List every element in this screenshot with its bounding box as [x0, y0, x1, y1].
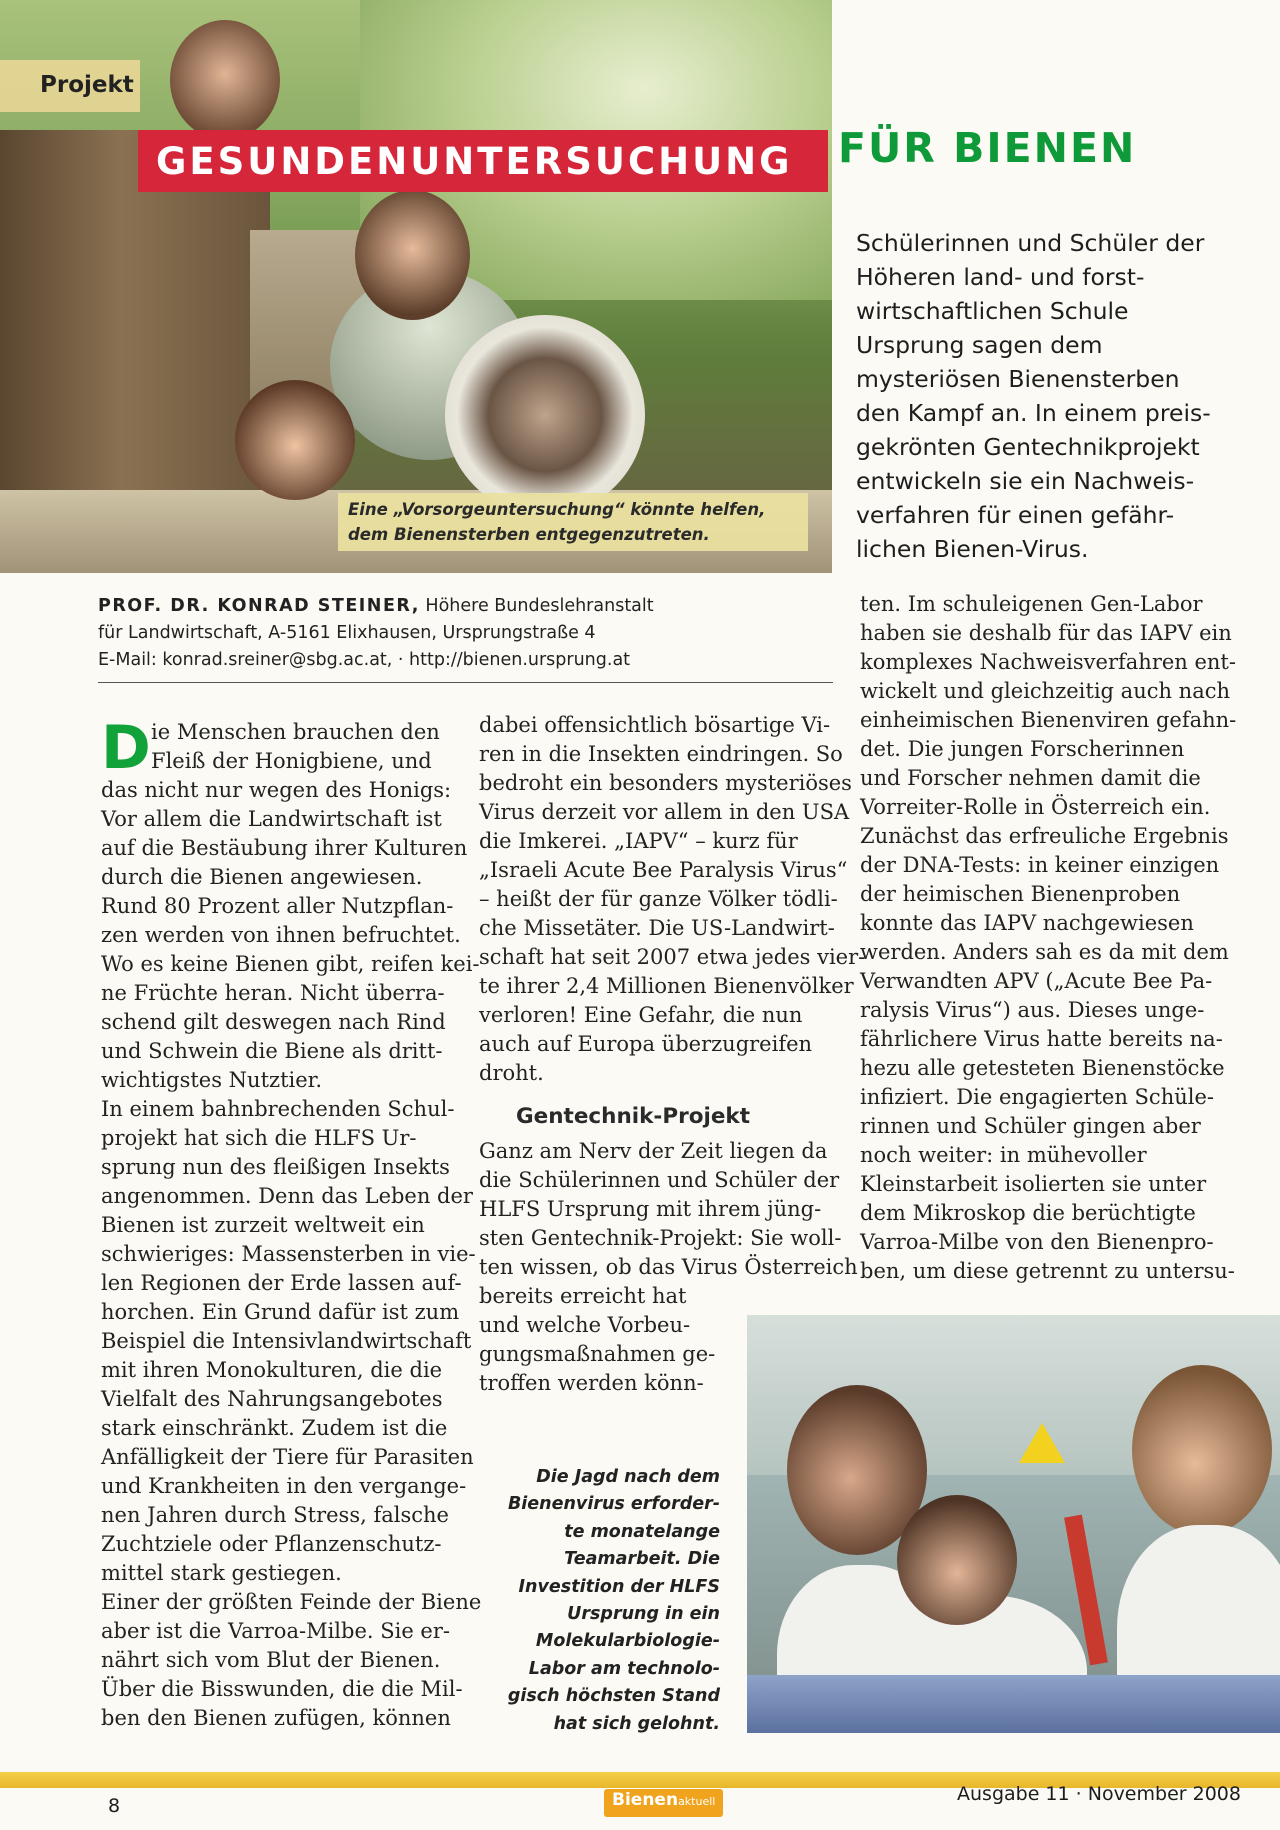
text-line: rinnen und Schüler gingen aber: [860, 1114, 1201, 1138]
text-line: die Imkerei. „IAPV“ – kurz für: [479, 829, 798, 853]
text-line: sten Gentechnik-Projekt: Sie woll-: [479, 1226, 842, 1250]
text-line: Vielfalt des Nahrungsangebotes: [101, 1387, 443, 1411]
hero-photo-beekeeper: [445, 315, 645, 515]
text-line: ben, um diese getrennt zu untersu-: [860, 1259, 1235, 1283]
text-line: infiziert. Die engagierten Schüle-: [860, 1085, 1214, 1109]
text-line: verloren! Eine Gefahr, die nun: [479, 1003, 803, 1027]
text-line: noch weiter: in mühevoller: [860, 1143, 1147, 1167]
author-block: [98, 593, 838, 674]
text-line: sprung nun des fleißigen Insekts: [101, 1155, 450, 1179]
text-line: Zunächst das erfreuliche Ergebnis: [860, 824, 1229, 848]
text-line: nen Jahren durch Stress, falsche: [101, 1503, 449, 1527]
lab-caption-line: hat sich gelohnt.: [553, 1713, 720, 1734]
lead-line: wirtschaftlichen Schule: [856, 297, 1129, 325]
text-line: In einem bahnbrechenden Schul-: [101, 1097, 455, 1121]
text-line: Über die Bisswunden, die die Mil-: [101, 1677, 463, 1701]
text-line: Vorreiter-Rolle in Österreich ein.: [860, 795, 1211, 819]
text-line: hezu alle getesteten Bienenstöcke: [860, 1056, 1225, 1080]
text-line: Zuchtziele oder Pflanzenschutz-: [101, 1532, 442, 1556]
text-line: Varroa-Milbe von den Bienenpro-: [860, 1230, 1214, 1254]
subheading: Gentechnik-Projekt: [516, 1104, 751, 1129]
article-column-2: [479, 711, 866, 1398]
lab-caption-line: Die Jagd nach dem: [536, 1467, 720, 1487]
text-line: – heißt der für ganze Völker tödli-: [479, 887, 838, 911]
text-line: auf die Bestäubung ihrer Kulturen: [101, 836, 468, 860]
text-line: konnte das IAPV nachgewiesen: [860, 911, 1194, 935]
text-line: Beispiel die Intensivlandwirtschaft: [101, 1329, 472, 1353]
logo-main-text: Bienen: [612, 1790, 679, 1810]
text-line: wickelt und gleichzeitig auch nach: [860, 679, 1231, 703]
text-line: ralysis Virus“) aus. Dieses unge-: [860, 998, 1205, 1022]
text-line: Rund 80 Prozent aller Nutzpflan-: [101, 894, 454, 918]
text-line: schwieriges: Massensterben in vie-: [101, 1242, 476, 1266]
hero-photo-student: [355, 190, 470, 320]
lead-line: gekrönten Gentechnikprojekt: [856, 433, 1200, 461]
lab-photo-bench: [747, 1675, 1280, 1733]
text-line: komplexes Nachweisverfahren ent-: [860, 650, 1236, 674]
text-line: bereits erreicht hat: [479, 1284, 687, 1308]
text-line: Virus derzeit vor allem in den USA: [479, 800, 850, 824]
author-affiliation: Höhere Bundeslehranstalt: [419, 596, 654, 616]
text-line: droht.: [479, 1061, 544, 1085]
text-line: ne Früchte heran. Nicht überra-: [101, 981, 445, 1005]
text-line: wichtigstes Nutztier.: [101, 1068, 323, 1092]
lead-line: mysteriösen Bienensterben: [856, 365, 1180, 393]
lead-paragraph: [856, 226, 1256, 566]
headline-part-2: FÜR BIENEN: [838, 124, 1137, 172]
text-line: ren in die Insekten eindringen. So: [479, 742, 843, 766]
text-line: angenommen. Denn das Leben der: [101, 1184, 473, 1208]
text-line: Wo es keine Bienen gibt, reifen kei-: [101, 952, 480, 976]
lab-caption-line: gisch höchsten Stand: [507, 1686, 720, 1707]
text-line: bedroht ein besonders mysteriöses: [479, 771, 852, 795]
hero-photo-student: [170, 20, 280, 140]
lab-caption: [485, 1464, 720, 1738]
text-line: che Missetäter. Die US-Landwirt-: [479, 916, 835, 940]
logo-sub-text: aktuell: [678, 1795, 716, 1808]
text-line: Bienen ist zurzeit weltweit ein: [101, 1213, 425, 1237]
hero-caption: [338, 493, 808, 551]
text-line: der DNA-Tests: in keiner einzigen: [860, 853, 1220, 877]
lab-caption-line: Teamarbeit. Die: [564, 1549, 720, 1570]
lead-line: Ursprung sagen dem: [856, 331, 1103, 359]
text-line: ie Menschen brauchen den: [151, 720, 440, 744]
lead-line: verfahren für einen gefähr-: [856, 501, 1175, 529]
text-line: HLFS Ursprung mit ihrem jüng-: [479, 1197, 822, 1221]
text-line: Verwandten APV („Acute Bee Pa-: [860, 969, 1213, 993]
lead-line: entwickeln sie ein Nachweis-: [856, 467, 1195, 495]
text-line: einheimischen Bienenviren gefahn-: [860, 708, 1237, 732]
text-line: horchen. Ein Grund dafür ist zum: [101, 1300, 460, 1324]
text-line: Kleinstarbeit isolierten sie unter: [860, 1172, 1207, 1196]
author-divider: [98, 682, 833, 683]
text-line: das nicht nur wegen des Honigs:: [101, 778, 452, 802]
text-line: det. Die jungen Forscherinnen: [860, 737, 1185, 761]
text-line: durch die Bienen angewiesen.: [101, 865, 423, 889]
text-line: troffen werden könn-: [479, 1371, 704, 1395]
hero-caption-line: Eine „Vorsorgeuntersuchung“ könnte helfen,: [348, 500, 766, 519]
lab-caption-line: Molekularbiologie-: [535, 1631, 720, 1652]
lead-line: lichen Bienen-Virus.: [856, 535, 1089, 563]
text-line: gungsmaßnahmen ge-: [479, 1342, 716, 1366]
hero-caption-line: dem Bienensterben entgegenzutreten.: [348, 525, 710, 544]
text-line: schend gilt deswegen nach Rind: [101, 1010, 446, 1034]
text-line: Fleiß der Honigbiene, und: [151, 749, 432, 773]
hero-photo-student: [235, 380, 355, 500]
text-line: die Schülerinnen und Schüler der: [479, 1168, 840, 1192]
text-line: ten wissen, ob das Virus Österreich: [479, 1255, 858, 1279]
text-line: stark einschränkt. Zudem ist die: [101, 1416, 448, 1440]
opening-paragraph: [101, 713, 461, 783]
lab-photo-student: [897, 1495, 1017, 1625]
drop-cap: D: [101, 713, 151, 783]
issue-info: Ausgabe 11 · November 2008: [957, 1783, 1241, 1805]
text-line: aber ist die Varroa-Milbe. Sie er-: [101, 1619, 450, 1643]
lead-line: Höheren land- und forst-: [856, 263, 1145, 291]
text-line: len Regionen der Erde lassen auf-: [101, 1271, 462, 1295]
text-line: dabei offensichtlich bösartige Vi-: [479, 713, 831, 737]
text-line: zen werden von ihnen befruchtet.: [101, 923, 461, 947]
text-line: „Israeli Acute Bee Paralysis Virus“: [479, 858, 848, 882]
lab-caption-line: Ursprung in ein: [567, 1604, 720, 1625]
text-line: mittel stark gestiegen.: [101, 1561, 342, 1585]
magazine-logo: [604, 1789, 723, 1817]
text-line: projekt hat sich die HLFS Ur-: [101, 1126, 417, 1150]
text-line: Ganz am Nerv der Zeit liegen da: [479, 1139, 828, 1163]
article-column-3: [860, 590, 1237, 1286]
author-contact[interactable]: E-Mail: konrad.sreiner@sbg.ac.at, · http://bienen.ursprung.at: [98, 650, 631, 670]
lab-caption-line: Labor am technolo-: [528, 1658, 720, 1679]
article-column-1: [101, 713, 482, 1733]
lab-caption-line: Investition der HLFS: [518, 1576, 720, 1597]
text-line: Anfälligkeit der Tiere für Parasiten: [101, 1445, 474, 1469]
text-line: und Schwein die Biene als dritt-: [101, 1039, 443, 1063]
text-line: nährt sich vom Blut der Bienen.: [101, 1648, 441, 1672]
author-address: für Landwirtschaft, A-5161 Elixhausen, Ursprungstraße 4: [98, 623, 596, 643]
text-line: und welche Vorbeu-: [479, 1313, 691, 1337]
text-line: Vor allem die Landwirtschaft ist: [101, 807, 442, 831]
lead-line: Schülerinnen und Schüler der: [856, 229, 1205, 257]
headline-part-1: GESUNDENUNTERSUCHUNG: [138, 130, 828, 192]
text-line: der heimischen Bienenproben: [860, 882, 1181, 906]
page-number: 8: [108, 1795, 121, 1817]
lab-photo: [747, 1315, 1280, 1733]
text-line: te ihrer 2,4 Millionen Bienenvölker: [479, 974, 854, 998]
text-line: fährlichere Virus hatte bereits na-: [860, 1027, 1223, 1051]
text-line: und Krankheiten in den vergange-: [101, 1474, 467, 1498]
text-line: werden. Anders sah es da mit dem: [860, 940, 1229, 964]
text-line: Einer der größten Feinde der Biene: [101, 1590, 482, 1614]
text-line: dem Mikroskop die berüchtigte: [860, 1201, 1196, 1225]
text-line: mit ihren Monokulturen, die die: [101, 1358, 443, 1382]
text-line: ten. Im schuleigenen Gen-Labor: [860, 592, 1203, 616]
lab-caption-line: Bienenvirus erforder-: [507, 1494, 720, 1515]
text-line: schaft hat seit 2007 etwa jedes vier-: [479, 945, 866, 969]
text-line: haben sie deshalb für das IAPV ein: [860, 621, 1232, 645]
text-line: und Forscher nehmen damit die: [860, 766, 1201, 790]
lead-line: den Kampf an. In einem preis-: [856, 399, 1211, 427]
author-name: PROF. DR. KONRAD STEINER,: [98, 596, 420, 616]
lab-caption-line: te monatelange: [564, 1521, 720, 1542]
text-line: auch auf Europa überzugreifen: [479, 1032, 813, 1056]
text-line: ben den Bienen zufügen, können: [101, 1706, 451, 1730]
section-label: Projekt: [0, 60, 140, 112]
lab-photo-student: [1132, 1365, 1272, 1535]
